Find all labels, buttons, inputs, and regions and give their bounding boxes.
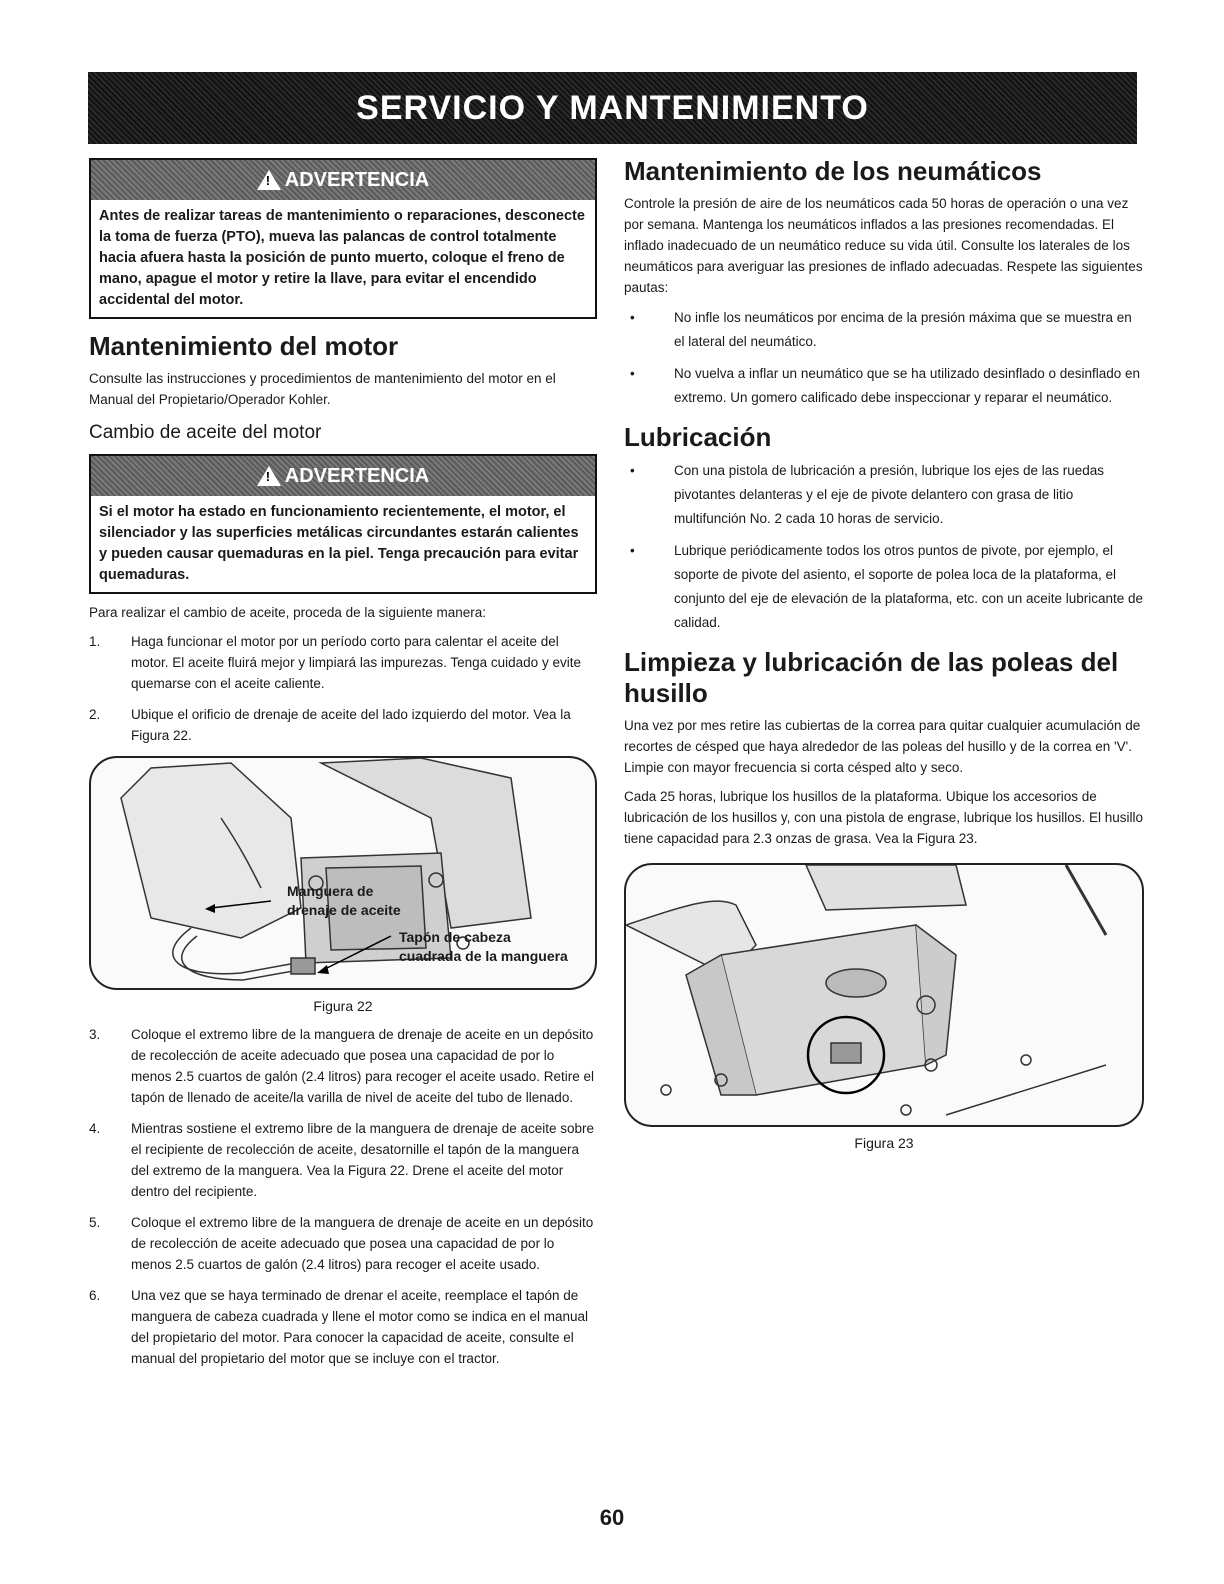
section-banner	[88, 72, 1137, 144]
tires-bullets	[624, 306, 1144, 410]
list-item: 1. Haga funcionar el motor por un período corto para calentar el aceite del motor. El aceite fluirá mejor y limpiará las impurezas. Tenga cuidado y evite quemarse con el aceite caliente.	[89, 634, 581, 691]
label-drain-hose: Manguera de drenaje de aceite	[287, 883, 401, 918]
tires-heading: Mantenimiento de los neumáticos	[624, 156, 1042, 186]
list-item: 2. Ubique el orificio de drenaje de aceite del lado izquierdo del motor. Vea la Figura 22.	[89, 707, 571, 743]
spindle-text-1: Una vez por mes retire las cubiertas de la correa para quitar cualquier acumulación de recortes de césped que haya alrededor de las poleas del husillo y de la correa en 'V'. Limpie con mayor frecuencia si corta césped alto y seco.	[624, 718, 1141, 775]
spindle-text-2: Cada 25 horas, lubrique los husillos de la plataforma. Ubique los accesorios de lubricación de los husillos y, con una pistola de engrase, lubrique los husillos. El husillo tiene capacidad para 2.3 onzas de grasa. Vea la Figura 23.	[624, 789, 1144, 846]
figure-22-caption: Figura 22	[313, 998, 373, 1014]
lube-bullets	[624, 459, 1144, 635]
figure-23-caption: Figura 23	[854, 1135, 914, 1151]
lube-heading: Lubricación	[624, 422, 772, 452]
warning-header-2	[91, 456, 595, 496]
list-item: 4. Mientras sostiene el extremo libre de la manguera de drenaje de aceite sobre el recipiente de recolección de aceite, desatornille el tapón de la manguera del extremo de la manguera. Vea la Figura 22. Drene el aceite del motor dentro del recipiente.	[89, 1121, 595, 1199]
warning-box-2	[89, 454, 597, 594]
figure-23	[624, 863, 1144, 1127]
banner-title: SERVICIO Y MANTENIMIENTO	[356, 88, 869, 127]
engine-heading: Mantenimiento del motor	[89, 331, 399, 361]
warning-box-1	[89, 158, 597, 319]
spindle-heading: Limpieza y lubricación de las poleas del husillo	[624, 647, 1119, 708]
oil-intro: Para realizar el cambio de aceite, proceda de la siguiente manera:	[89, 605, 486, 620]
list-item: • Lubrique periódicamente todos los otros puntos de pivote, por ejemplo, el soporte de pivote del asiento, el soporte de polea loca de la plataforma, el conjunto del eje de elevación de la plataforma, etc. con un aceite lubricante de calidad.	[630, 543, 1144, 630]
tires-text: Controle la presión de aire de los neumáticos cada 50 horas de operación o una vez por semana. Mantenga los neumáticos inflados a las presiones recomendadas. El inflado inadecuado de un neumático reduce su vida útil. Consulte los laterales de los neumáticos para averiguar las presiones de inflado adecuadas. Respete las siguientes pautas:	[624, 196, 1143, 295]
list-item: 3. Coloque el extremo libre de la manguera de drenaje de aceite en un depósito de recolección de aceite adecuado que posea una capacidad de por lo menos 2.5 cuartos de galón (2.4 litros) para recoger el aceite usado. Retire el tapón de llenado de aceite/la varilla de nivel de aceite del tubo de llenado.	[89, 1027, 595, 1105]
list-item: • No infle los neumáticos por encima de la presión máxima que se muestra en el lateral del neumático.	[630, 310, 1132, 349]
list-item: 5. Coloque el extremo libre de la manguera de drenaje de aceite en un depósito de recolección de aceite adecuado que posea una capacidad de por lo menos 2.5 cuartos de galón (2.4 litros) para recoger el aceite usado.	[89, 1215, 594, 1272]
warning-triangle-icon	[257, 466, 281, 486]
left-column	[89, 158, 597, 1379]
oil-change-heading: Cambio de aceite del motor	[89, 422, 322, 443]
warning-title-1: ADVERTENCIA	[284, 168, 430, 191]
warning-title-2: ADVERTENCIA	[284, 464, 430, 487]
list-item: • No vuelva a inflar un neumático que se ha utilizado desinflado o desinflado en extremo. Un gomero calificado debe inspeccionar y reparar el neumático.	[630, 366, 1141, 405]
list-item: 6. Una vez que se haya terminado de drenar el aceite, reemplace el tapón de manguera de cabeza cuadrada y llene el motor como se indica en el manual del propietario del motor. Para conocer la capacidad de aceite, consulte el manual del propietario del motor que se incluye con el tractor.	[89, 1288, 589, 1366]
warning-triangle-icon	[257, 170, 281, 190]
engine-text: Consulte las instrucciones y procedimientos de mantenimiento del motor en el Manual del Propietario/Operador Kohler.	[89, 371, 556, 407]
oil-steps-a	[89, 631, 597, 746]
deck-spindle-illustration	[626, 865, 1116, 1125]
warning-text-2: Si el motor ha estado en funcionamiento recientemente, el motor, el silenciador y las superficies metálicas circundantes estarán calientes y pueden causar quemaduras en la piel. Tenga precaución para evitar quemaduras.	[99, 504, 579, 583]
warning-header-1	[91, 160, 595, 200]
figure-22	[89, 756, 597, 990]
right-column	[624, 150, 1144, 1161]
page-number: 60	[599, 1505, 625, 1530]
oil-steps-b	[89, 1024, 597, 1369]
list-item: • Con una pistola de lubricación a presión, lubrique los ejes de las ruedas pivotantes delanteras y el eje de pivote delantero con grasa de litio multifunción No. 2 cada 10 horas de servicio.	[630, 463, 1105, 526]
warning-text-1: Antes de realizar tareas de mantenimiento o reparaciones, desconecte la toma de fuerza (PTO), mueva las palancas de control totalmente hacia afuera hasta la posición de punto muerto, coloque el freno de mano, apague el motor y retire la llave, para evitar el encendido accidental del motor.	[99, 208, 585, 308]
label-square-cap: Tapón de cabeza cuadrada de la manguera	[399, 929, 568, 964]
